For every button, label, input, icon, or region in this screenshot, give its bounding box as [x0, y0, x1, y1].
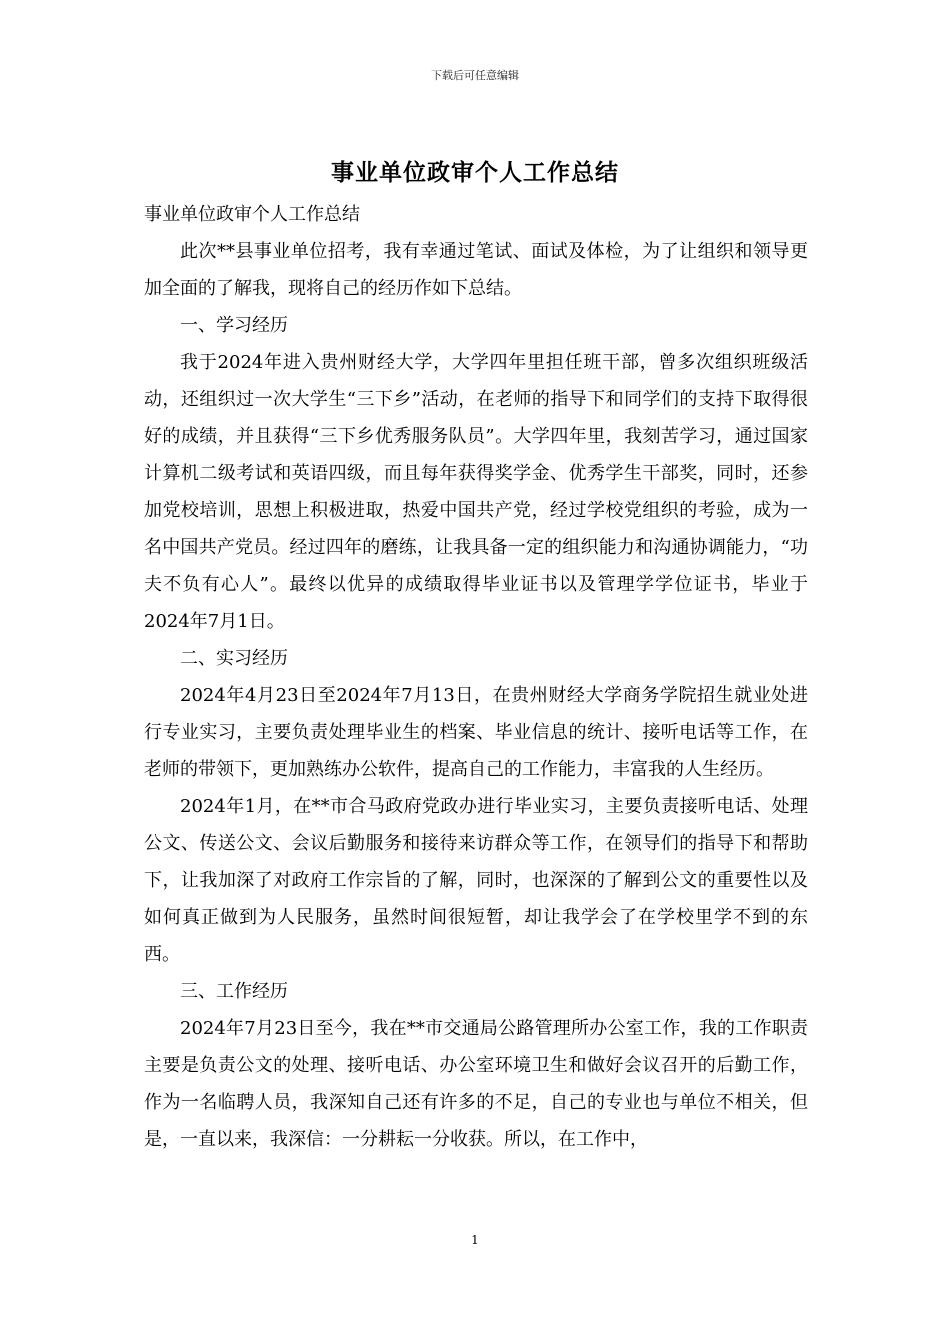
paragraph-internship-2: 2024年1月，在**市合马政府党政办进行毕业实习，主要负责接听电话、处理公文、传送公文、会议后勤服务和接待来访群众等工作，在领导们的指导下和帮助下，让我加深了对政府工作宗旨的了解，同时，也深深的了解到公文的重要性以及如何真正做到为人民服务，虽然时间很短暂，却让我学会了在学校里学不到的东西。 — [144, 796, 808, 965]
document-title: 事业单位政审个人工作总结 — [331, 159, 619, 186]
paragraph-intro: 此次**县事业单位招考，我有幸通过笔试、面试及体检，为了让组织和领导更加全面的了解我，现将自己的经历作如下总结。 — [144, 241, 808, 299]
paragraph-work: 2024年7月23日至今，我在**市交通局公路管理所办公室工作，我的工作职责主要是负责公文的处理、接听电话、办公室环境卫生和做好会议召开的后勤工作，作为一名临聘人员，我深知自己还有许多的不足，自己的专业也与单位不相关，但是，一直以来，我深信：一分耕耘一分收获。所以，在工作中， — [144, 1018, 808, 1150]
section-heading-study: 一、学习经历 — [180, 315, 288, 336]
document-subtitle: 事业单位政审个人工作总结 — [144, 204, 360, 225]
paragraph-internship-1: 2024年4月23日至2024年7月13日，在贵州财经大学商务学院招生就业处进行专业实习，主要负责处理毕业生的档案、毕业信息的统计、接听电话等工作，在老师的带领下，更加熟练办公软件，提高自己的工作能力，丰富我的人生经历。 — [144, 685, 808, 780]
document-body — [144, 196, 808, 1158]
page-number: 1 — [471, 1233, 479, 1247]
section-heading-internship: 二、实习经历 — [180, 648, 288, 669]
section-heading-work: 三、工作经历 — [180, 981, 288, 1002]
paragraph-study: 我于2024年进入贵州财经大学，大学四年里担任班干部，曾多次组织班级活动，还组织过一次大学生“三下乡”活动，在老师的指导下和同学们的支持下取得很好的成绩，并且获得“三下乡优秀服务队员”。大学四年里，我刻苦学习，通过国家计算机二级考试和英语四级，而且每年获得奖学金、优秀学生干部奖，同时，还参加党校培训，思想上积极进取，热爱中国共产党，经过学校党组织的考验，成为一名中国共产党员。经过四年的磨练，让我具备一定的组织能力和沟通协调能力，“功夫不负有心人”。最终以优异的成绩取得毕业证书以及管理学学位证书，毕业于2024年7月1日。 — [144, 352, 808, 632]
header-note: 下载后可任意编辑 — [431, 69, 519, 82]
